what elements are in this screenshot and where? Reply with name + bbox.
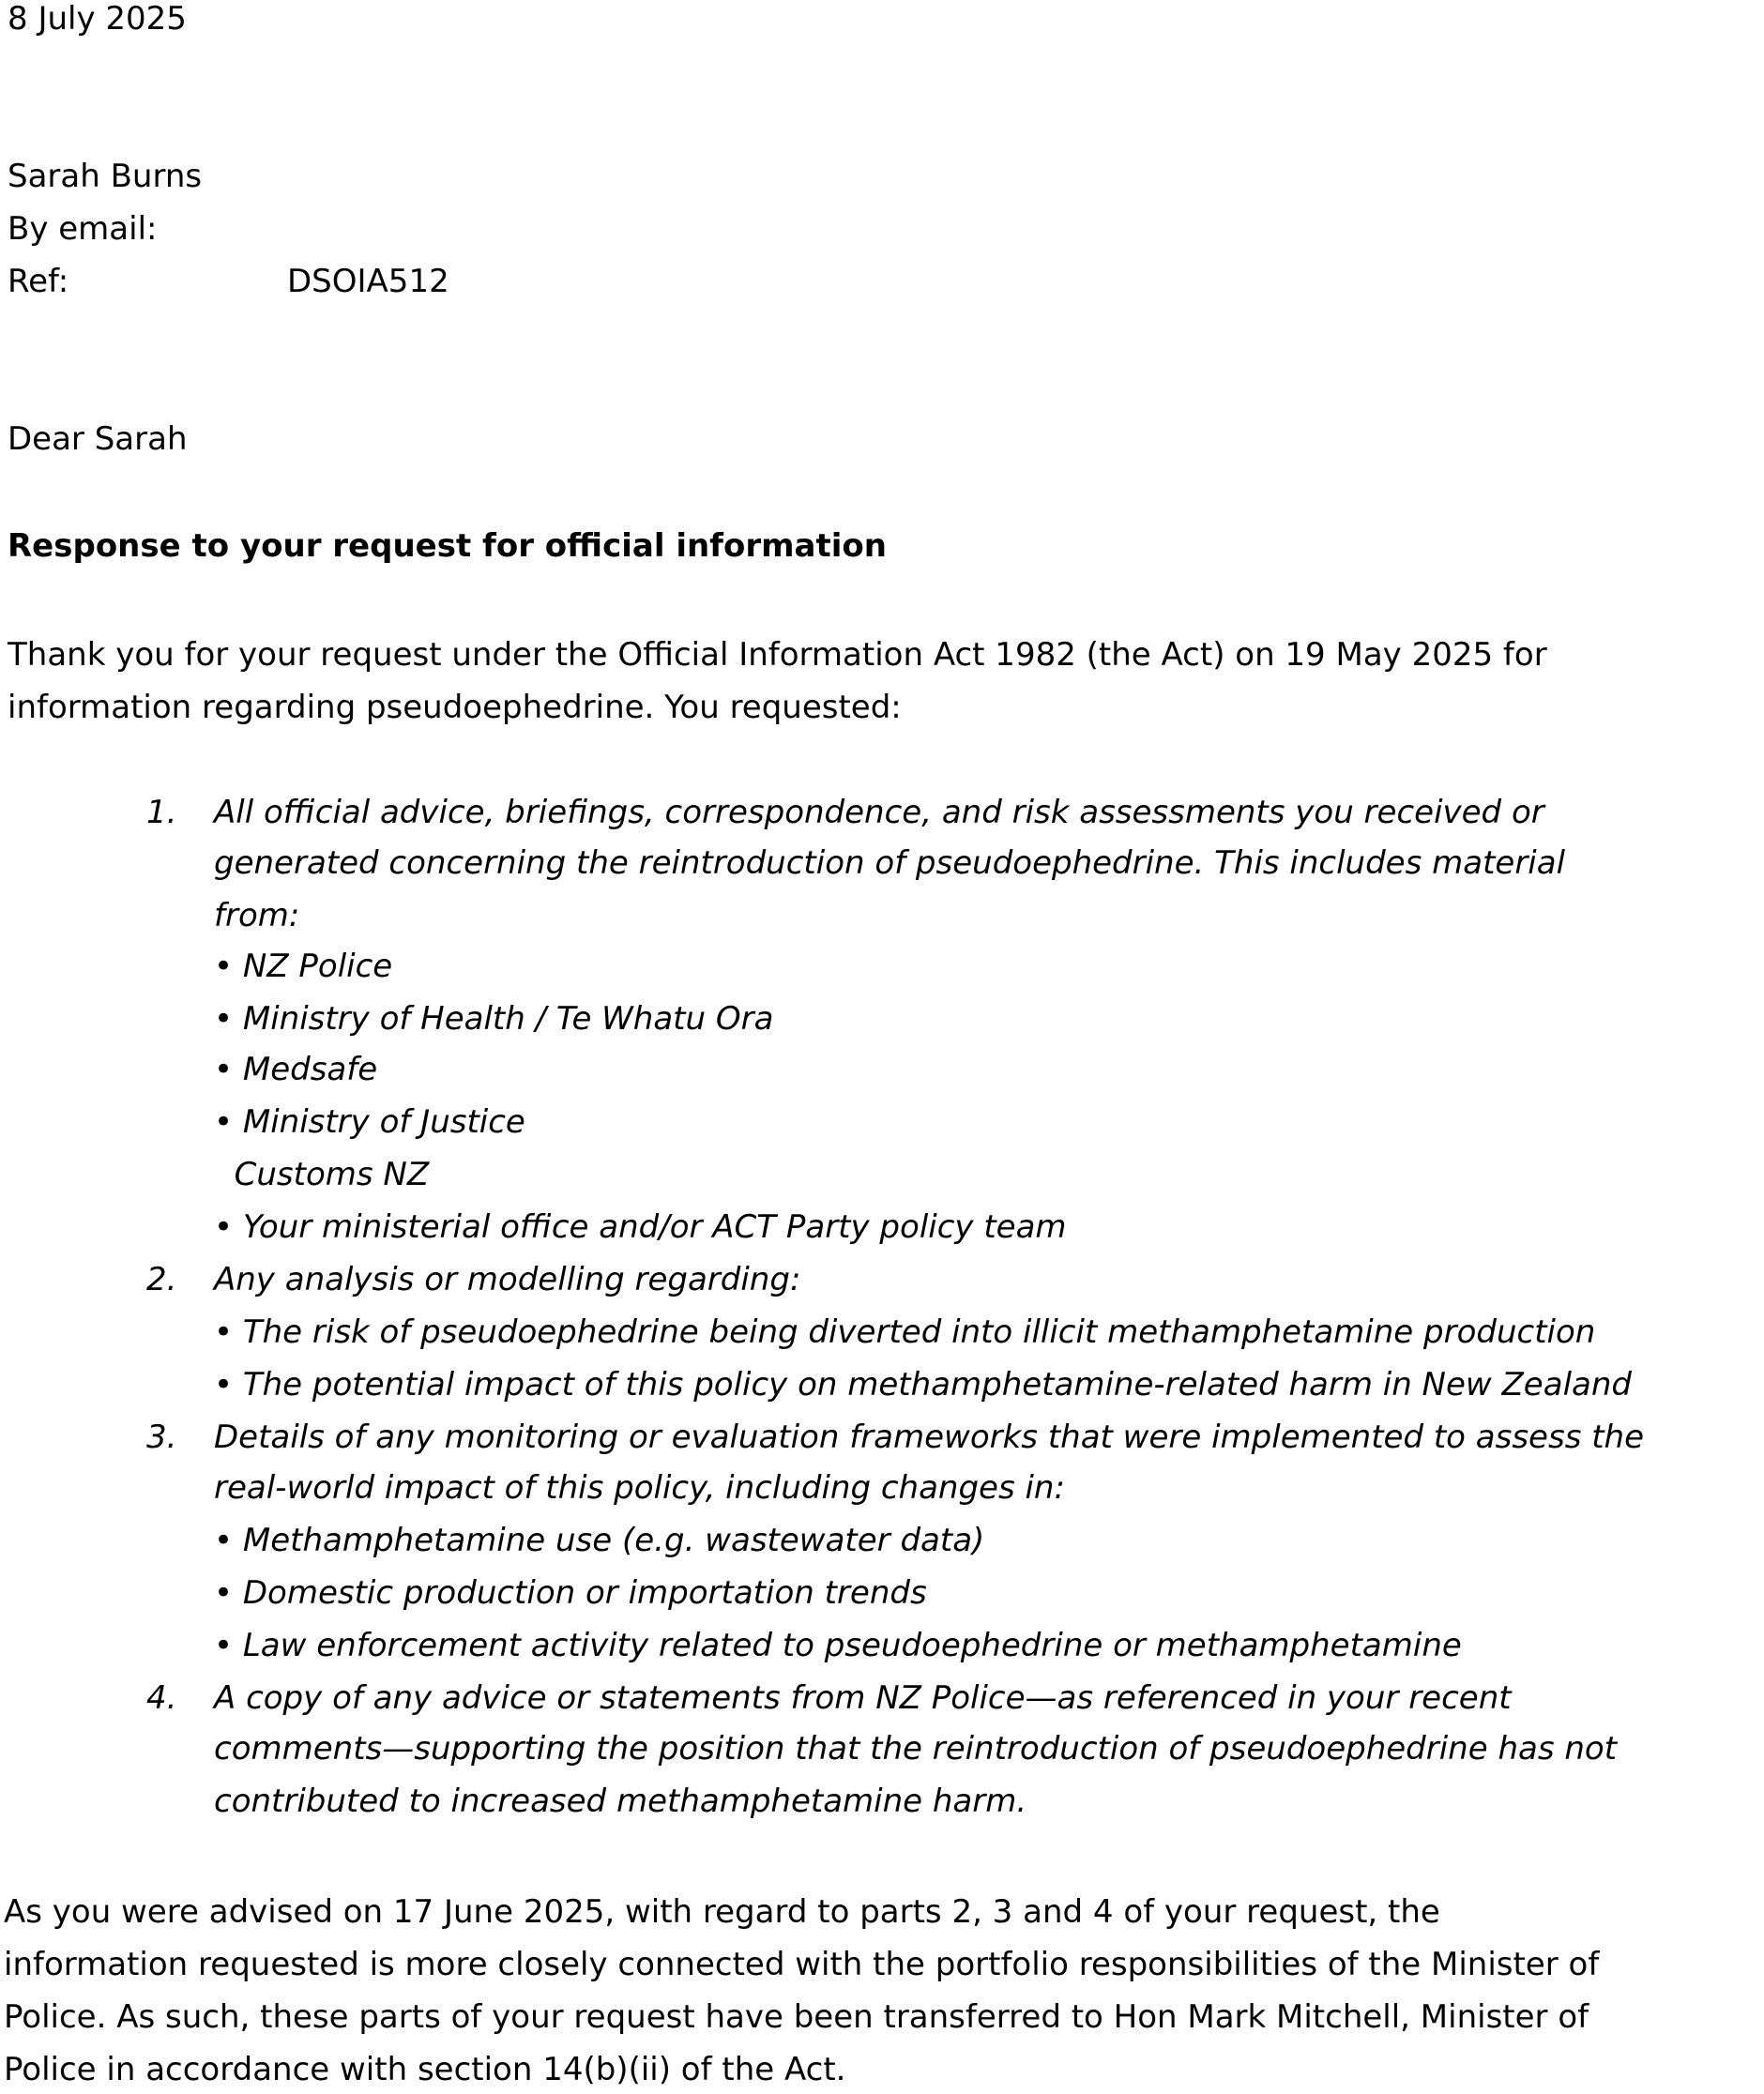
recipient-name: Sarah Burns — [8, 158, 203, 195]
request-3-line: real-world impact of this policy, including changes in: — [214, 1469, 1065, 1507]
request-2-line: Any analysis or modelling regarding: — [214, 1261, 801, 1298]
request-1-bullet: • Your ministerial office and/or ACT Party policy team — [214, 1208, 1067, 1246]
request-1-bullet: • Medsafe — [214, 1051, 378, 1088]
salutation: Dear Sarah — [8, 420, 188, 458]
request-3-bullet: • Domestic production or importation trends — [214, 1574, 927, 1612]
closing-line-2: information requested is more closely connected with the portfolio responsibilities of the Minister of — [4, 1946, 1600, 1983]
letter-subject: Response to your request for official information — [8, 527, 887, 565]
request-1-bullet: Customs NZ — [214, 1156, 430, 1193]
request-number: 4. — [146, 1679, 177, 1717]
request-4-line: comments—supporting the position that the reintroduction of pseudoephedrine has not — [214, 1730, 1618, 1768]
request-1-bullet: • Ministry of Health / Te Whatu Ora — [214, 1000, 774, 1038]
request-1-bullet: • Ministry of Justice — [214, 1103, 525, 1141]
request-3-bullet: • Methamphetamine use (e.g. wastewater data) — [214, 1522, 985, 1559]
ref-label: Ref: — [8, 263, 69, 300]
request-2-bullet: • The risk of pseudoephedrine being diverted into illicit methamphetamine production — [214, 1313, 1596, 1351]
closing-line-1: As you were advised on 17 June 2025, with regard to parts 2, 3 and 4 of your request, the — [4, 1893, 1440, 1931]
request-number: 1. — [146, 794, 177, 831]
ref-value: DSOIA512 — [287, 263, 449, 300]
closing-line-3: Police. As such, these parts of your request have been transferred to Hon Mark Mitchell, Minister of — [4, 1998, 1589, 2036]
request-1-bullet: • NZ Police — [214, 948, 393, 985]
request-4-line: A copy of any advice or statements from NZ Police—as referenced in your recent — [214, 1679, 1512, 1717]
letter-date: 8 July 2025 — [8, 0, 187, 38]
request-1-line: from: — [214, 897, 300, 934]
closing-line-4: Police in accordance with section 14(b)(ii) of the Act. — [4, 2051, 846, 2088]
request-3-bullet: • Law enforcement activity related to pseudoephedrine or methamphetamine — [214, 1627, 1462, 1664]
intro-line-2: information regarding pseudoephedrine. You requested: — [8, 689, 902, 726]
request-1-line: All official advice, briefings, correspondence, and risk assessments you received or — [214, 794, 1544, 831]
by-email-label: By email: — [8, 210, 158, 248]
request-4-line: contributed to increased methamphetamine harm. — [214, 1783, 1027, 1820]
request-2-bullet: • The potential impact of this policy on methamphetamine-related harm in New Zealand — [214, 1366, 1632, 1404]
request-1-line: generated concerning the reintroduction of pseudoephedrine. This includes material — [214, 844, 1566, 882]
request-number: 2. — [146, 1261, 177, 1298]
request-number: 3. — [146, 1419, 177, 1456]
request-3-line: Details of any monitoring or evaluation frameworks that were implemented to assess the — [214, 1419, 1645, 1456]
intro-line-1: Thank you for your request under the Official Information Act 1982 (the Act) on 19 May 2025 for — [8, 636, 1547, 674]
